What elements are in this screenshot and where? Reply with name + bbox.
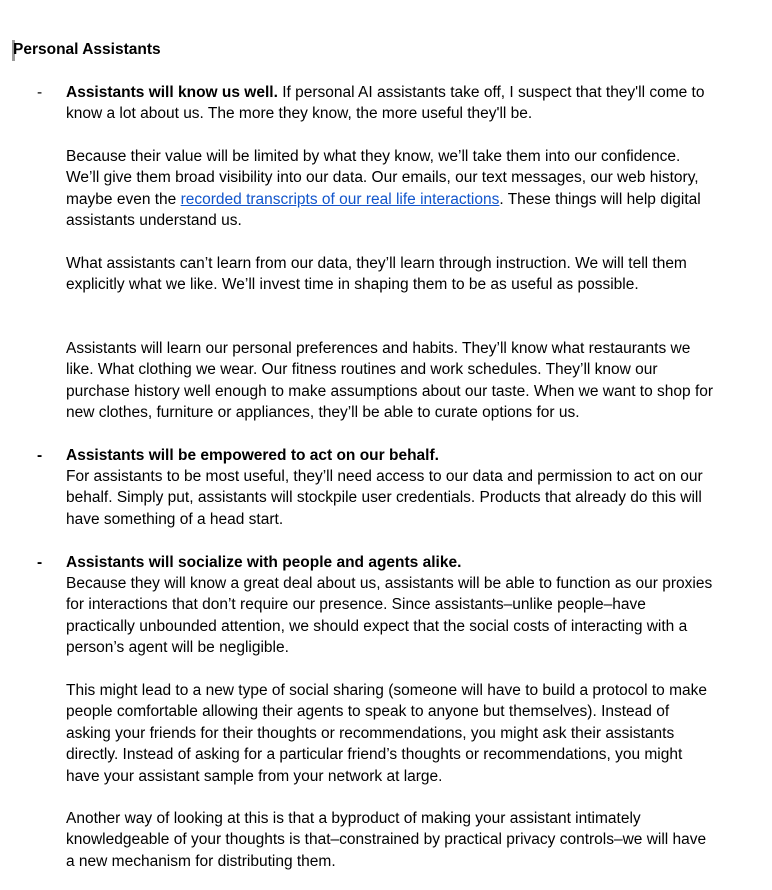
section-heading: Personal Assistants <box>13 41 161 58</box>
list-item-1-text: If personal AI assistants take off, I suspect that they'll come to know a lot about us. The more they know, the more useful they'll be. <box>66 84 705 123</box>
list-item-3-paragraph-1: Because they will know a great deal about us, assistants will be able to function as our proxies for interactions that don’t require our presence. Since assistants–unlike people–have practically unbounded attention, we should expect that the social costs of interacting with a person’s agent will be negligible. <box>66 575 713 657</box>
bullet-marker: - <box>37 447 43 464</box>
transcripts-link[interactable]: recorded transcripts of our real life interactions <box>180 190 500 208</box>
list-item-2-paragraph-1: For assistants to be most useful, they’ll need access to our data and permission to act on our behalf. Simply put, assistants will stockpile user credentials. Products that already do this will have something of a head start. <box>66 468 703 528</box>
paragraph-text: Because their value will be limited by what they know, we’ll take them into our confidence. We’ll give them broad visibility into our data. Our emails, our text messages, our web history, maybe even the <box>66 148 699 208</box>
list-item-3-paragraph-2: This might lead to a new type of social sharing (someone will have to build a protocol to make people comfortable allowing their agents to speak to anyone but themselves). Instead of asking your friends for their thoughts or recommendations, you might ask their assistants directly. Instead of asking for a particular friend’s thoughts or recommendations, you might have your assistant sample from your network at large. <box>66 682 708 785</box>
list-item-1-paragraph-2 <box>66 146 716 232</box>
list-item-1-paragraph-3: What assistants can’t learn from our data, they’ll learn through instruction. We will tell them explicitly what we like. We’ll invest time in shaping them to be as useful as possible. <box>66 255 687 294</box>
bullet-marker: - <box>37 84 43 101</box>
bullet-marker: - <box>37 554 43 571</box>
list-item-3-paragraph-3: Another way of looking at this is that a byproduct of making your assistant intimately knowledgeable of your thoughts is that–constrained by practical privacy controls–we will have a new mechanism for distributing them. <box>66 810 707 870</box>
list-item-1-paragraph-4: Assistants will learn our personal preferences and habits. They’ll know what restaurants we like. What clothing we wear. Our fitness routines and work schedules. They’ll know our purchase history well enough to make assumptions about our taste. When we want to shop for new clothes, furniture or appliances, they’ll be able to curate options for us. <box>66 340 714 422</box>
list-item-3-heading <box>66 552 716 573</box>
list-item-1-lead: Assistants will know us well. <box>66 84 278 101</box>
list-item-2-lead: Assistants will be empowered to act on our behalf. <box>66 447 439 464</box>
list-item-1-paragraph-1 <box>66 82 716 125</box>
list-item-3-lead: Assistants will socialize with people and agents alike. <box>66 554 462 571</box>
paragraph-text: . These things will help digital assistants understand us. <box>66 190 701 230</box>
list-item-2-heading <box>66 445 716 466</box>
